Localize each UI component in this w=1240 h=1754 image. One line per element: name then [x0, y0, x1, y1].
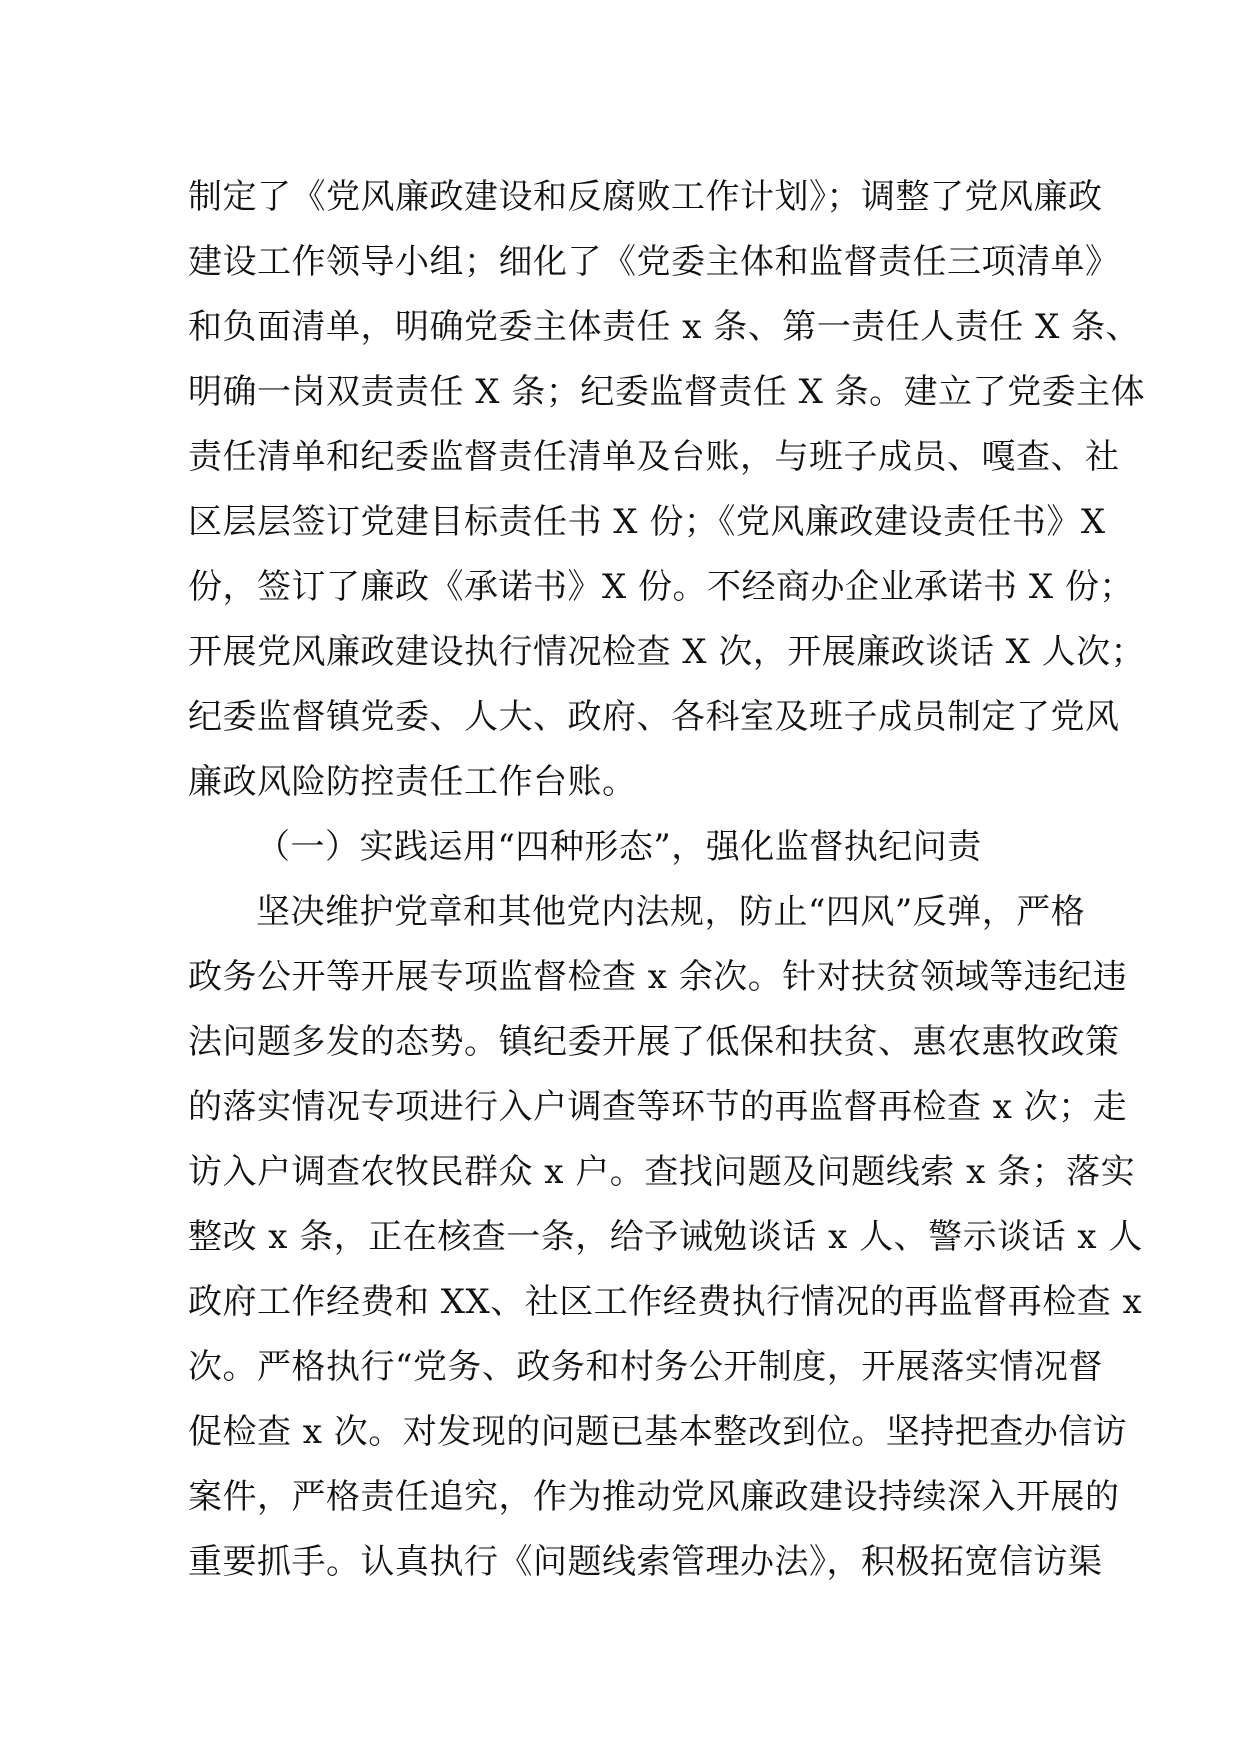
text-line: 区层层签订党建目标责任书 X 份；《党风廉政建设责任书》X — [188, 502, 1106, 542]
text-line: 政务公开等开展专项监督检查 x 余次。针对扶贫领域等违纪违 — [188, 957, 1128, 997]
text-line: 的落实情况专项进行入户调查等环节的再监督再检查 x 次；走 — [188, 1087, 1128, 1127]
text-line: 开展党风廉政建设执行情况检查 X 次，开展廉政谈话 X 人次； — [188, 632, 1146, 672]
text-line: 责任清单和纪委监督责任清单及台账，与班子成员、嘎查、社 — [188, 437, 1120, 477]
text-line: 建设工作领导小组；细化了《党委主体和监督责任三项清单》 — [188, 242, 1120, 282]
section-heading: （一）实践运用“四种形态”，强化监督执纪问责 — [256, 827, 982, 867]
text-line: 整改 x 条，正在核查一条，给予诫勉谈话 x 人、警示谈话 x 人 — [188, 1217, 1143, 1257]
text-line: 纪委监督镇党委、人大、政府、各科室及班子成员制定了党风 — [188, 697, 1120, 737]
text-line: 案件，严格责任追究，作为推动党风廉政建设持续深入开展的 — [188, 1477, 1120, 1517]
text-line: 廉政风险防控责任工作台账。 — [188, 762, 637, 802]
text-line: 份，签订了廉政《承诺书》X 份。不经商办企业承诺书 X 份； — [188, 567, 1134, 607]
text-line: 促检查 x 次。对发现的问题已基本整改到位。坚持把查办信访 — [188, 1412, 1128, 1452]
paragraph — [188, 880, 1143, 1595]
text-line: 坚决维护党章和其他党内法规，防止“四风”反弹，严格 — [256, 892, 1086, 932]
paragraph — [188, 165, 1146, 815]
text-line: 和负面清单，明确党委主体责任 x 条、第一责任人责任 X 条、 — [188, 307, 1141, 347]
text-line: 政府工作经费和 XX、社区工作经费执行情况的再监督再检查 x — [188, 1282, 1143, 1322]
document-body — [188, 165, 1146, 1595]
text-line: 制定了《党风廉政建设和反腐败工作计划》；调整了党风廉政 — [188, 177, 1103, 217]
text-line: 法问题多发的态势。镇纪委开展了低保和扶贫、惠农惠牧政策 — [188, 1022, 1120, 1062]
text-line: 次。严格执行“党务、政务和村务公开制度，开展落实情况督 — [188, 1347, 1103, 1387]
text-line: 重要抓手。认真执行《问题线索管理办法》，积极拓宽信访渠 — [188, 1542, 1103, 1582]
text-line: 访入户调查农牧民群众 x 户。查找问题及问题线索 x 条；落实 — [188, 1152, 1136, 1192]
text-line: 明确一岗双责责任 X 条；纪委监督责任 X 条。建立了党委主体 — [188, 372, 1146, 412]
